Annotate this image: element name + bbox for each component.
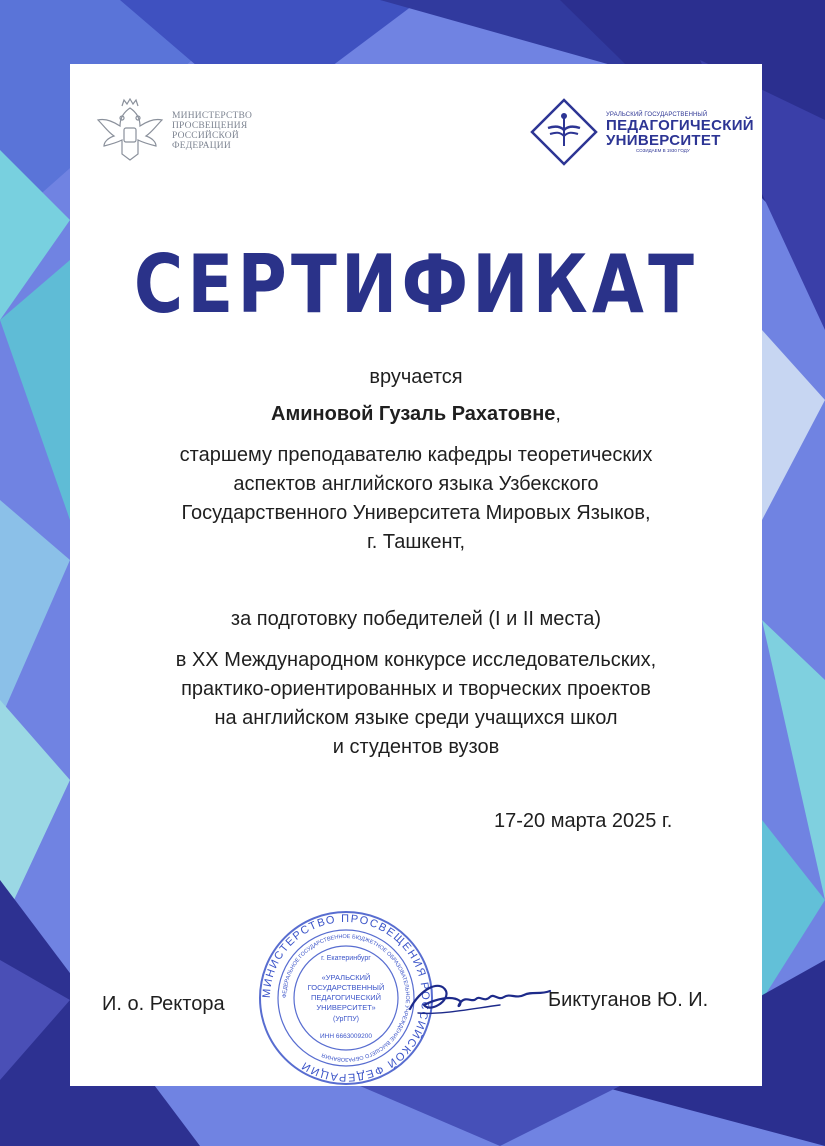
reason-text: за подготовку победителей (I и II места) <box>230 608 602 630</box>
double-headed-eagle-icon <box>94 98 166 164</box>
position-line: г. Ташкент, <box>366 531 466 553</box>
signatory-name: Биктуганов Ю. И. <box>548 989 709 1011</box>
university-logo <box>530 98 754 166</box>
ministry-line: ПРОСВЕЩЕНИЯ <box>172 121 248 131</box>
ministry-line: ФЕДЕРАЦИИ <box>172 141 231 151</box>
contest-line: на английском языке среди учащихся школ <box>214 707 618 729</box>
university-tagline: СОЗИДАЕМ В 1930 ГОДУ <box>636 147 690 153</box>
university-emblem-icon <box>530 98 598 166</box>
contest-line: в XX Международном конкурсе исследовательских, <box>175 649 657 671</box>
certificate-title: СЕРТИФИКАТ <box>133 238 699 331</box>
stamp-center-line: ПЕДАГОГИЧЕСКИЙ <box>311 993 381 1002</box>
recipient-line <box>70 400 762 429</box>
contest-line: практико-ориентированных и творческих проектов <box>181 678 651 700</box>
stamp-center-line: УНИВЕРСИТЕТ» <box>316 1003 376 1012</box>
university-name-line: ПЕДАГОГИЧЕСКИЙ <box>606 116 754 134</box>
stamp-center-line: ГОСУДАРСТВЕННЫЙ <box>307 983 385 992</box>
stamp-city: г. Екатеринбург <box>321 955 371 962</box>
stamp-outer-text: МИНИСТЕРСТВО ПРОСВЕЩЕНИЯ РОССИЙСКОЙ ФЕДЕРАЦИИ <box>260 912 432 1084</box>
recipient-comma: , <box>555 403 561 425</box>
awarded-text: вручается <box>369 366 463 388</box>
stamp-inner-text: ФЕДЕРАЛЬНОЕ ГОСУДАРСТВЕННОЕ БЮДЖЕТНОЕ ОБРАЗОВАТЕЛЬНОЕ УЧРЕЖДЕНИЕ ВЫСШЕГО ОБРАЗОВАНИЯ <box>281 933 411 1063</box>
recipient-name: Аминовой Гузаль Рахатовне <box>271 403 556 425</box>
handwritten-signature <box>400 969 560 1029</box>
stamp-inn: ИНН 6663009200 <box>319 1033 373 1040</box>
signatory-role: И. о. Ректора <box>102 993 225 1015</box>
university-name-line: УНИВЕРСИТЕТ <box>606 131 721 149</box>
university-subtitle: УРАЛЬСКИЙ ГОСУДАРСТВЕННЫЙ <box>606 111 708 118</box>
position-line: старшему преподавателю кафедры теоретических <box>179 444 653 466</box>
contest-line: и студентов вузов <box>332 736 500 758</box>
certificate-date: 17-20 марта 2025 г. <box>494 810 673 832</box>
certificate-card <box>70 64 762 1086</box>
stamp-center-line: (УрГПУ) <box>333 1016 359 1023</box>
position-line: аспектов английского языка Узбекского <box>233 473 599 495</box>
ministry-line: РОССИЙСКОЙ <box>172 131 239 141</box>
stamp-center-line: «УРАЛЬСКИЙ <box>321 973 371 982</box>
ministry-logo <box>94 98 252 164</box>
position-line: Государственного Университета Мировых Языков, <box>181 502 651 524</box>
ministry-line: МИНИСТЕРСТВО <box>172 111 253 121</box>
